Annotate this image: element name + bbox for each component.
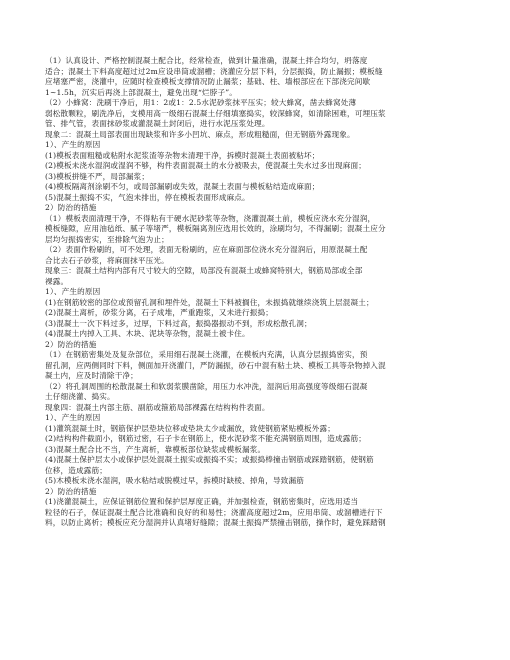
text-line: 模板缝隙，应用油毡纸、腻子等堵严，模板隔离剂应选用长效的，涂刷均匀，不得漏刷；混凝土应分	[45, 224, 386, 233]
text-line: 1~1.5h，沉实后再浇上部混凝土，避免出现“烂脖子”。	[45, 87, 237, 97]
text-line: 现象三：混凝土结构内部有尺寸较大的空隙，局部没有混凝土或蜂窝特别大，钢筋局部或全部	[45, 266, 363, 275]
text-line: (4)混凝土保护层太小或保护层处混凝土振实或振捣不实；或振捣棒撞击钢筋或踩踏钢筋，使钢筋	[45, 455, 374, 464]
text-line: (3)模板拼缝不严，局部漏浆；	[45, 171, 150, 181]
text-line: 2）防治的措施	[45, 486, 97, 496]
text-line: 料，以防止离析；模板应充分湿润并认真堵好缝隙；混凝土振捣严禁撞击钢筋，操作时，避免踩踏钢	[45, 518, 386, 527]
text-line: 管、排气管，表面抹砂浆或灌混凝土封闭后，进行水泥压浆处理。	[45, 119, 270, 128]
text-line: （2）表面作粉刷的，可不处理，表面无粉刷的，应在麻面部位浇水充分湿润后，用原混凝土配	[45, 245, 368, 254]
text-line: (3)混凝土配合比不当，产生离析，靠模板部位缺浆或模板漏浆。	[45, 444, 266, 454]
text-line: 裸露。	[45, 276, 69, 286]
text-line: 层均匀振捣密实，至排除气泡为止；	[45, 234, 169, 244]
text-line: 合比去石子砂浆，将麻面抹平压光。	[45, 255, 169, 265]
text-line: （1）模板表面清理干净，不得粘有干硬水泥砂浆等杂物，浇灌混凝土前，模板应浇水充分湿润，	[45, 213, 376, 223]
text-line: 弱松散颗粒，刷洗净后，支模用高一级细石混凝土仔细填塞捣实，较深蜂窝，如清除困难，可埋压浆	[45, 108, 386, 118]
text-line: 2）防治的措施	[45, 339, 97, 349]
text-line: (5)混凝土振捣不实，气泡未排出，停在模板表面形成麻点。	[45, 192, 250, 202]
text-line: 1）、产生的原因	[45, 413, 101, 422]
text-line: (1)浇灌混凝土，应保证钢筋位置和保护层厚度正确，并加强检查，钢筋密集时，应选用适当	[45, 497, 359, 506]
text-line: （2）小蜂窝：洗刷干净后，用1：2或1：2.5水泥砂浆抹平压实；较大蜂窝，凿去蜂窝处薄	[45, 98, 357, 107]
text-line: 现象二：混凝土局部表面出现缺浆和许多小凹坑、麻点，形成粗糙面，但无钢筋外露现象。	[45, 129, 355, 139]
text-line: （1）在钢筋密集处及复杂部位，采用细石混凝土浇灌，在模板内充满，认真分层振捣密实，预	[45, 350, 368, 359]
text-line: 留孔洞，应两侧同时下料，侧面加开浇灌门，严防漏振，砂石中混有粘土块、模板工具等杂物掉入混	[45, 360, 386, 370]
text-line: (2)混凝土离析，砂浆分离，石子成堆，严重跑浆，又未进行振捣；	[45, 308, 274, 317]
text-line: 土仔细浇灌、捣实。	[45, 392, 115, 401]
text-line: (2)结构构件截面小，钢筋过密，石子卡在钢筋上，使水泥砂浆不能充满钢筋周围，造成露筋；	[45, 434, 366, 443]
text-line: (2)模板未浇水湿润或湿润不够，构件表面混凝土的水分被吸去，使混凝土失水过多出现麻面；	[45, 161, 366, 170]
text-line: (4)混凝土内掉入工具、木块、泥块等杂物，混凝土被卡住。	[45, 329, 250, 338]
text-line: (1)灌筑混凝土时，钢筋保护层垫块位移或垫块太少或漏放，致使钢筋紧贴模板外露；	[45, 423, 335, 433]
text-line: (5)木模板未浇水湿润，吸水粘结或脱模过早，拆模时缺棱、掉角，导致漏筋	[45, 476, 305, 485]
text-line: （2）将孔洞周围的松散混凝土和软弱浆膜凿除，用压力水冲洗，湿润后用高强度等级细石混凝	[45, 381, 368, 391]
text-line: 现象四：混凝土内部主筋、副筋或箍筋局部裸露在结构构件表面。	[45, 402, 270, 412]
text-line: 1）、产生的原因	[45, 287, 101, 296]
text-line: 应堵塞严密，浇灌中，应随时检查模板支撑情况防止漏浆；基础、柱、墙根部应在下部浇完间歇	[45, 77, 371, 86]
text-line: (1)模板表面粗糙或粘附水泥浆渣等杂物未清理干净，拆模时混凝土表面被粘坏；	[45, 150, 320, 160]
text-line: 粒径的石子，保证混凝土配合比准确和良好的和易性；浇灌高度超过2m，应用串筒、或溜槽进行下	[45, 507, 383, 517]
text-line: 凝土内，应及时清除干净；	[45, 371, 138, 380]
text-line: 位移，造成露筋；	[45, 465, 107, 475]
text-line: 适合；混凝土下料高度超过过2m应设串筒或溜槽；浇灌应分层下料，分层振捣，防止漏振；模板缝	[45, 66, 383, 76]
text-line: 1）、产生的原因	[45, 140, 101, 149]
text-line: 2）防治的措施	[45, 203, 97, 212]
text-line: （1）认真设计、严格控制混凝土配合比，经常检查，做到计量准确，混凝土拌合均匀，坍落度	[45, 56, 368, 65]
text-line: (3)混凝土一次下料过多，过厚，下料过高，振捣器振动不到，形成松散孔洞；	[45, 318, 312, 328]
text-line: (4)模板隔离剂涂刷不匀，或局部漏刷或失效，混凝土表面与模板粘结造成麻面；	[45, 182, 320, 191]
text-line: (1)在钢筋较密的部位或预留孔洞和埋件处，混凝土下料被搁住，未振捣就继续浇筑上层混凝土；	[45, 297, 374, 307]
